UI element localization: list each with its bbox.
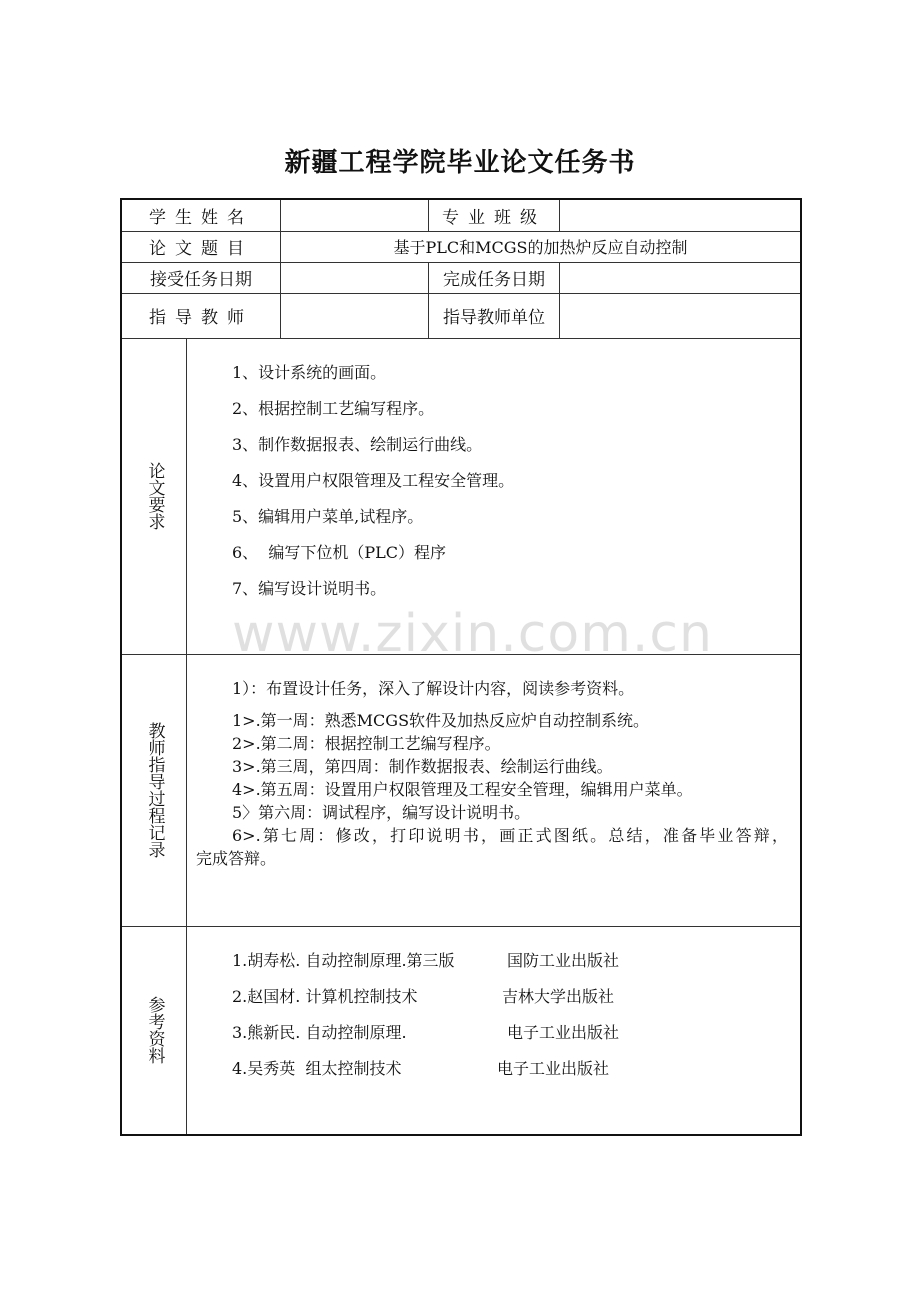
student-name-field[interactable] — [281, 200, 428, 231]
label-receive-date: 接受任务日期 — [150, 270, 252, 290]
label-advisor: 指导教师 — [149, 308, 253, 328]
guidance-item: 1）：布置设计任务，深入了解设计内容，阅读参考资料。 — [232, 679, 635, 698]
requirements-label: 论文要求 — [144, 462, 165, 530]
row-divider — [122, 926, 800, 927]
row-divider — [122, 338, 800, 339]
label-thesis-title: 论文题目 — [149, 239, 253, 259]
task-table — [120, 198, 802, 1136]
requirement-item: 3、制作数据报表、绘制运行曲线。 — [232, 435, 483, 454]
requirement-item: 2、根据控制工艺编写程序。 — [232, 399, 435, 418]
reference-item: 4.吴秀英 组太控制技术 — [232, 1059, 402, 1078]
references-label: 参考资料 — [144, 996, 165, 1064]
reference-item: 2.赵国材. 计算机控制技术 — [232, 987, 418, 1006]
reference-publisher: 吉林大学出版社 — [502, 987, 615, 1006]
thesis-title-value[interactable]: 基于PLC和MCGS的加热炉反应自动控制 — [393, 238, 688, 257]
guidance-item: 4>.第五周：设置用户权限管理及工程安全管理，编辑用户菜单。 — [232, 780, 693, 799]
advisor-unit-field[interactable] — [560, 293, 800, 338]
guidance-item: 2>.第二周：根据控制工艺编写程序。 — [232, 734, 501, 753]
label-student-name: 学生姓名 — [149, 208, 253, 228]
guidance-item: 5〉第六周：调试程序，编写设计说明书。 — [232, 803, 531, 822]
reference-item: 3.熊新民. 自动控制原理. — [232, 1023, 407, 1042]
advisor-field[interactable] — [281, 293, 428, 338]
receive-date-field[interactable] — [281, 262, 428, 293]
requirement-item: 6、 编写下位机（PLC）程序 — [232, 543, 446, 562]
reference-item: 1.胡寿松. 自动控制原理.第三版 — [232, 951, 455, 970]
guidance-item: 完成答辩。 — [196, 849, 277, 868]
document-title: 新疆工程学院毕业论文任务书 — [284, 148, 636, 178]
label-major-class: 专业班级 — [442, 208, 546, 228]
guidance-label: 教师指导过程记录 — [144, 722, 165, 858]
guidance-item: 1>.第一周：熟悉MCGS软件及加热反应炉自动控制系统。 — [232, 711, 650, 730]
finish-date-field[interactable] — [560, 262, 800, 293]
requirement-item: 1、设计系统的画面。 — [232, 363, 387, 382]
reference-publisher: 国防工业出版社 — [507, 951, 620, 970]
reference-publisher: 电子工业出版社 — [507, 1023, 620, 1042]
requirement-item: 5、编辑用户菜单,试程序。 — [232, 507, 424, 526]
guidance-item: 6>.第七周：修改，打印说明书，画正式图纸。总结，准备毕业答辩， — [232, 826, 788, 845]
watermark-text: www.zixin.com.cn — [232, 604, 713, 664]
guidance-item: 3>.第三周，第四周：制作数据报表、绘制运行曲线。 — [232, 757, 613, 776]
major-class-field[interactable] — [560, 200, 800, 231]
col-divider — [186, 338, 187, 1134]
label-advisor-unit: 指导教师单位 — [443, 308, 545, 328]
requirement-item: 4、设置用户权限管理及工程安全管理。 — [232, 471, 515, 490]
label-finish-date: 完成任务日期 — [443, 270, 545, 290]
reference-publisher: 电子工业出版社 — [497, 1059, 610, 1078]
requirement-item: 7、编写设计说明书。 — [232, 579, 387, 598]
